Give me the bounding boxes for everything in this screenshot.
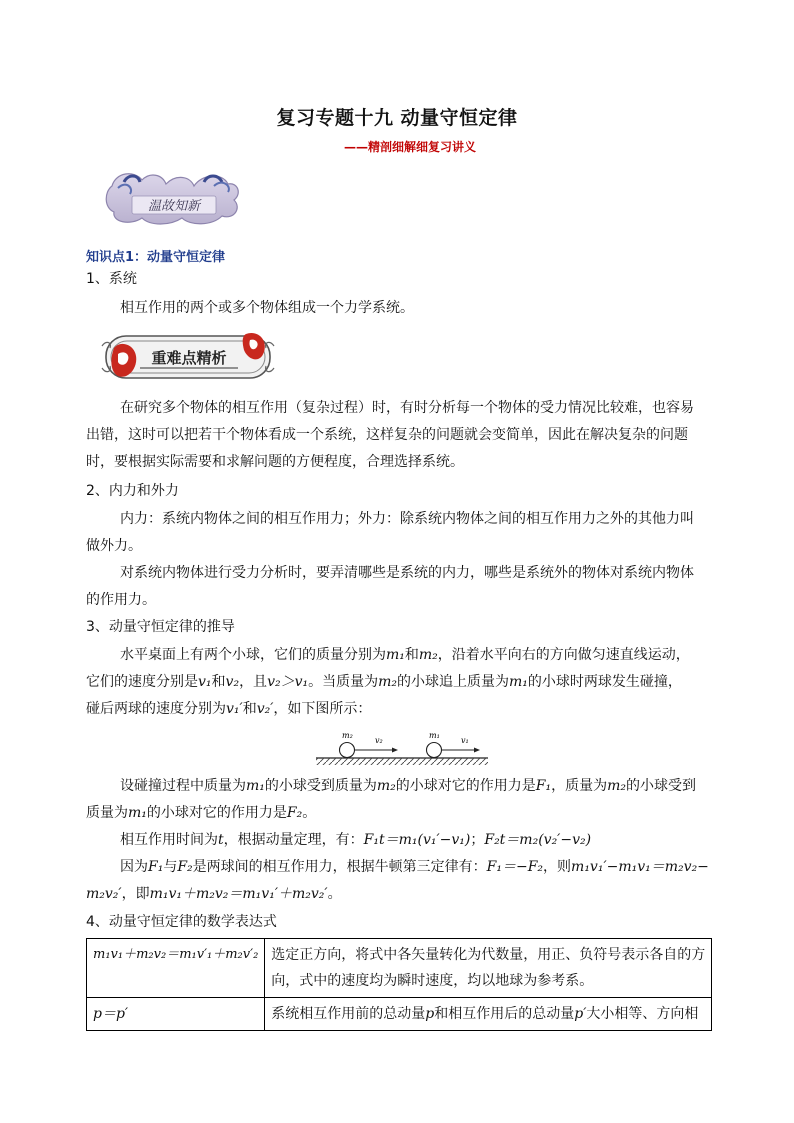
symbol-v2: v₂: [225, 674, 240, 690]
section-2-p1-line-1: 内力：系统内物体之间的相互作用力；外力：除系统内物体之间的相互作用力之外的其他力叫: [120, 511, 694, 527]
text-run: 质量为: [86, 805, 128, 821]
text-run: ，沿着水平向右的方向做匀速直线运动，: [437, 647, 690, 663]
text-run: 和: [404, 647, 419, 663]
equation-impulse-2: F₂t＝m₂(v₂′−v₂): [484, 832, 592, 848]
section-2-p2-line-1: 对系统内物体进行受力分析时，要弄清哪些是系统的内力，哪些是系统外的物体对系统内物体: [120, 565, 694, 581]
section-3-p1-line-2: [86, 672, 682, 693]
text-run: ；: [470, 832, 485, 848]
symbol-p: p: [425, 1006, 435, 1022]
text-run: 水平桌面上有两个小球，它们的质量分别为: [120, 647, 386, 663]
text-run: 。: [327, 886, 342, 902]
analysis-line-2: 出错，这时可以把若干个物体看成一个系统，这样复杂的问题就会变简单，因此在解决复杂的问题: [86, 427, 688, 443]
text-run: 因为: [120, 859, 148, 875]
section-3-heading: 3、动量守恒定律的推导: [86, 619, 235, 635]
page-subtitle: ——精剖细解细复习讲义: [343, 140, 476, 154]
text-run: ，即: [121, 886, 150, 902]
review-banner-text: 温故知新: [147, 199, 201, 214]
text-run: 。: [302, 805, 317, 821]
text-run: 系统相互作用前的总动量: [271, 1006, 426, 1022]
table-cell-formula: p＝p′: [87, 998, 265, 1031]
text-run: 设碰撞过程中质量为: [120, 778, 246, 794]
review-banner: [104, 168, 244, 230]
text-run: 相互作用时间为: [120, 832, 218, 848]
text-run: 。当质量为: [308, 674, 379, 690]
ball-m2-label: m₂: [342, 731, 353, 740]
section-3-p2-line-2: [86, 803, 316, 824]
symbol-F2: F₂: [286, 805, 303, 821]
text-run: ，如下图所示：: [273, 701, 372, 717]
text-run: 和: [242, 701, 257, 717]
ball-m1-label: m₁: [429, 731, 440, 740]
text-run: 大小相等、方向相: [586, 1006, 699, 1022]
description-line: 选定正方向，将式中各矢量转化为代数量，用正、负符号表示各自的方: [271, 947, 706, 963]
arrow-v2-label: v₂: [375, 736, 383, 745]
symbol-v1-prime: v₁′: [226, 701, 243, 717]
equation-impulse-1: F₁t＝m₁(v₁′−v₁): [363, 832, 471, 848]
text-run: 它们的速度分别是: [86, 674, 198, 690]
text-run: 的小球受到: [626, 778, 696, 794]
table-cell-description: [265, 939, 712, 998]
section-2-p2-line-2: 的作用力。: [86, 592, 156, 608]
section-3-p1-line-3: [86, 699, 371, 720]
text-run: 是两球间的相互作用力，根据牛顿第三定律有：: [192, 859, 487, 875]
text-run: 的小球追上质量为: [397, 674, 509, 690]
text-run: 的小球受到质量为: [264, 778, 377, 794]
table-cell-description: [265, 998, 712, 1031]
ball-m2: [340, 743, 355, 758]
text-run: 的小球对它的作用力是: [395, 778, 536, 794]
symbol-m2: m₂: [607, 778, 626, 794]
text-run: 的小球时两球发生碰撞，: [527, 674, 682, 690]
analysis-line-3: 时，要根据实际需要和求解问题的方便程度，合理选择系统。: [86, 454, 464, 470]
symbol-p-prime: p′: [574, 1006, 587, 1022]
section-3-p1-line-1: [120, 645, 690, 666]
ball-m1: [427, 743, 442, 758]
section-3-p4-line-2: [86, 884, 342, 905]
symbol-t: t: [218, 832, 224, 848]
text-run: 碰后两球的速度分别为: [86, 701, 226, 717]
text-run: 和: [211, 674, 226, 690]
analysis-banner-text: 重难点精析: [151, 349, 227, 367]
section-2-heading: 2、内力和外力: [86, 483, 179, 499]
section-3-p2-line-1: [120, 776, 696, 797]
equation-conservation: m₁v₁＋m₂v₂＝m₁v₁′＋m₂v₂′: [149, 886, 328, 902]
symbol-m1: m₁: [386, 647, 405, 663]
section-1-paragraph: 相互作用的两个或多个物体组成一个力学系统。: [120, 300, 414, 316]
arrow-v1-label: v₁: [461, 736, 469, 745]
text-run: ，则: [543, 859, 572, 875]
text-run: ，且: [239, 674, 268, 690]
symbol-m1: m₁: [246, 778, 265, 794]
knowledge-point-heading: 知识点1：动量守恒定律: [86, 250, 226, 265]
expression-table: [86, 938, 712, 1031]
text-run: 的小球对它的作用力是: [146, 805, 287, 821]
section-1-heading: 1、系统: [86, 271, 137, 287]
symbol-F1: F₁: [535, 778, 552, 794]
symbol-v2-prime: v₂′: [256, 701, 274, 717]
table-row: [87, 998, 712, 1031]
page-title: 复习专题十九 动量守恒定律: [276, 107, 518, 129]
equation-momentum-cont: m₂v₂′: [86, 886, 122, 902]
analysis-banner: [100, 326, 276, 388]
section-2-p1-line-2: 做外力。: [86, 538, 142, 554]
table-row: [87, 939, 712, 998]
section-3-p3: [120, 830, 591, 851]
text-run: 和相互作用后的总动量: [434, 1006, 575, 1022]
section-3-p4-line-1: [120, 857, 709, 878]
description-line: 向，式中的速度均为瞬时速度，均以地球为参考系。: [271, 973, 594, 989]
equation-momentum-partial: m₁v₁′−m₁v₁＝m₂v₂−: [571, 859, 709, 875]
equation-third-law: F₁＝−F₂: [486, 859, 544, 875]
symbol-F1: F₁: [148, 859, 164, 875]
inequality: v₂＞v₁: [267, 674, 309, 690]
symbol-v1: v₁: [198, 674, 212, 690]
collision-diagram: [314, 726, 490, 772]
symbol-m2: m₂: [378, 674, 397, 690]
symbol-F2: F₂: [177, 859, 193, 875]
symbol-m1: m₁: [128, 805, 147, 821]
analysis-line-1: 在研究多个物体的相互作用（复杂过程）时，有时分析每一个物体的受力情况比较难，也容易: [120, 400, 694, 416]
section-4-heading: 4、动量守恒定律的数学表达式: [86, 914, 277, 930]
text-run: ，质量为: [551, 778, 608, 794]
text-run: 与: [163, 859, 178, 875]
text-run: ，根据动量定理，有：: [223, 832, 364, 848]
table-cell-formula: m₁v₁＋m₂v₂＝m₁v′₁＋m₂v′₂: [87, 939, 265, 998]
symbol-m2: m₂: [376, 778, 396, 794]
symbol-m1: m₁: [509, 674, 528, 690]
symbol-m2: m₂: [418, 647, 438, 663]
